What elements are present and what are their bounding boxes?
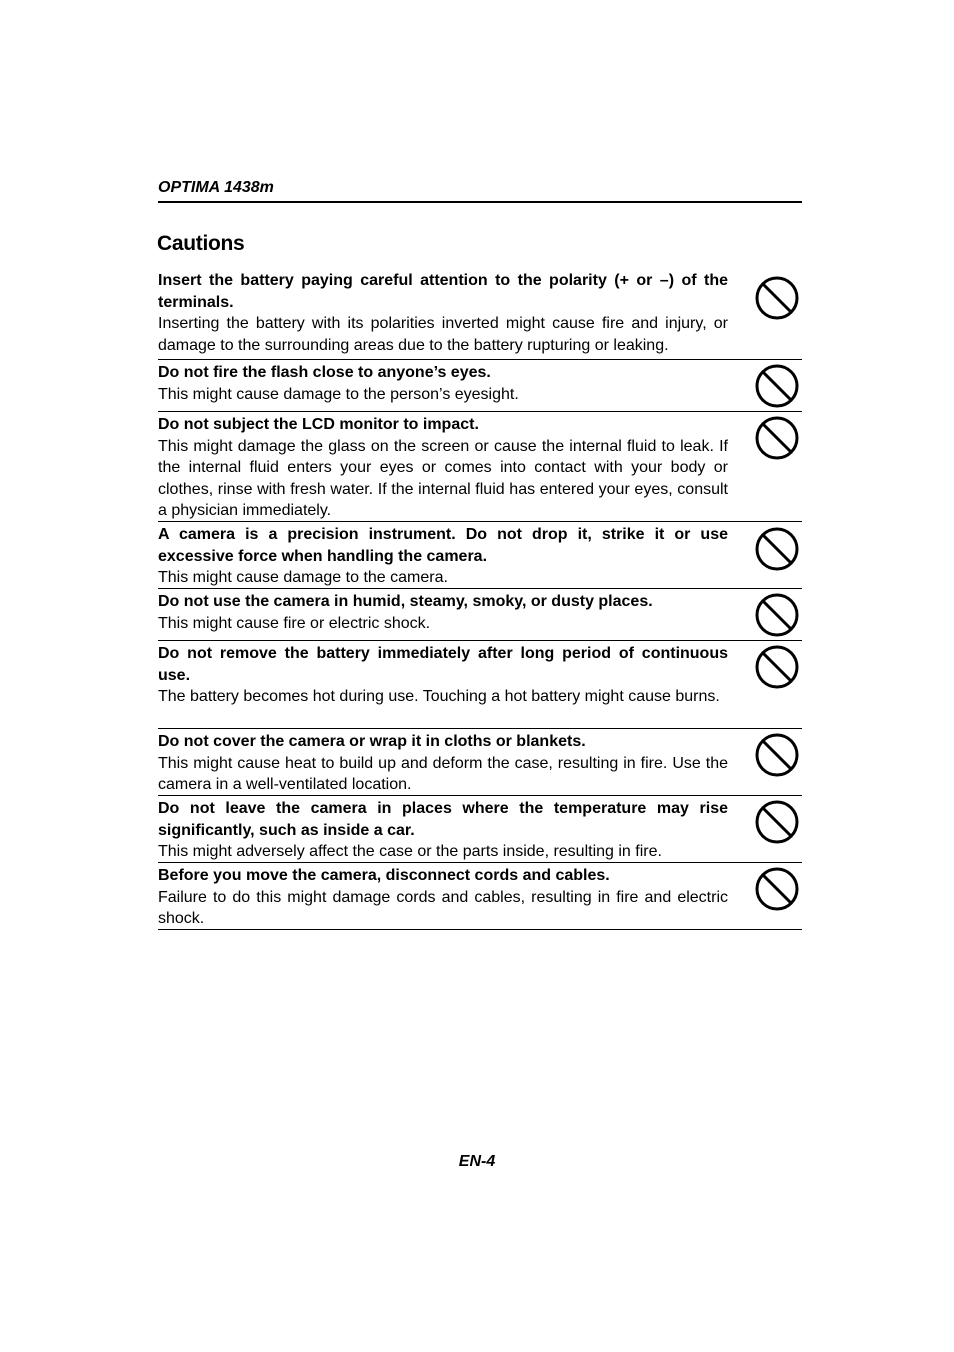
prohibition-icon (755, 645, 799, 689)
caution-heading: Do not fire the flash close to anyone’s eyes. (158, 364, 491, 381)
caution-body: Failure to do this might damage cords and cables, resulting in fire and electric shock. (158, 888, 728, 928)
caution-heading: Do not remove the battery immediately after long period of continuous use. (158, 645, 728, 684)
page-number: EN-4 (458, 1153, 496, 1170)
caution-text (158, 865, 728, 930)
caution-item (158, 863, 802, 930)
caution-body: The battery becomes hot during use. Touching a hot battery might cause burns. (158, 688, 720, 706)
page-header (158, 178, 802, 203)
caution-item (158, 589, 802, 641)
caution-heading: Insert the battery paying careful attention to the polarity (+ or –) of the terminals. (158, 272, 728, 311)
caution-item (158, 729, 802, 796)
caution-body: This might cause damage to the person’s eyesight. (158, 385, 519, 403)
prohibition-icon (755, 364, 799, 408)
caution-item (158, 796, 802, 863)
caution-text (158, 731, 728, 796)
prohibition-icon (755, 800, 799, 844)
caution-text (158, 270, 728, 356)
caution-item (158, 412, 802, 522)
caution-text (158, 798, 728, 863)
caution-item (158, 268, 802, 360)
prohibition-icon (755, 733, 799, 777)
caution-item (158, 522, 802, 589)
caution-body: This might cause heat to build up and deform the case, resulting in fire. Use the camera in a well-ventilated location. (158, 754, 728, 794)
caution-heading: Do not leave the camera in places where the temperature may rise significantly, such as inside a car. (158, 800, 728, 839)
caution-text (158, 591, 728, 634)
header-title: OPTIMA 1438m (158, 179, 274, 196)
caution-text (158, 362, 728, 405)
caution-text (158, 643, 728, 708)
caution-body: This might cause fire or electric shock. (158, 614, 431, 632)
caution-heading: Do not use the camera in humid, steamy, smoky, or dusty places. (158, 593, 653, 610)
caution-body: This might adversely affect the case or the parts inside, resulting in fire. (158, 843, 662, 861)
caution-item (158, 641, 802, 729)
caution-list (158, 268, 802, 930)
prohibition-icon (755, 416, 799, 460)
caution-item (158, 360, 802, 412)
prohibition-icon (755, 593, 799, 637)
prohibition-icon (755, 867, 799, 911)
caution-text (158, 524, 728, 589)
caution-heading: Do not cover the camera or wrap it in cloths or blankets. (158, 733, 586, 750)
caution-heading: A camera is a precision instrument. Do not drop it, strike it or use excessive force when handling the camera. (158, 526, 728, 565)
prohibition-icon (755, 276, 799, 320)
caution-text (158, 414, 728, 522)
caution-body: This might damage the glass on the screen or cause the internal fluid to leak. If the internal fluid enters your eyes or comes into contact with your body or clothes, rinse with fresh water. If the internal fluid has entered your eyes, consult a physician immediately. (158, 437, 728, 520)
prohibition-icon (755, 527, 799, 571)
caution-heading: Before you move the camera, disconnect cords and cables. (158, 867, 610, 884)
caution-body: Inserting the battery with its polarities inverted might cause fire and injury, or damage to the surrounding areas due to the battery rupturing or leaking. (158, 315, 728, 354)
section-title: Cautions (157, 232, 245, 255)
caution-body: This might cause damage to the camera. (158, 569, 448, 587)
caution-heading: Do not subject the LCD monitor to impact. (158, 416, 479, 433)
